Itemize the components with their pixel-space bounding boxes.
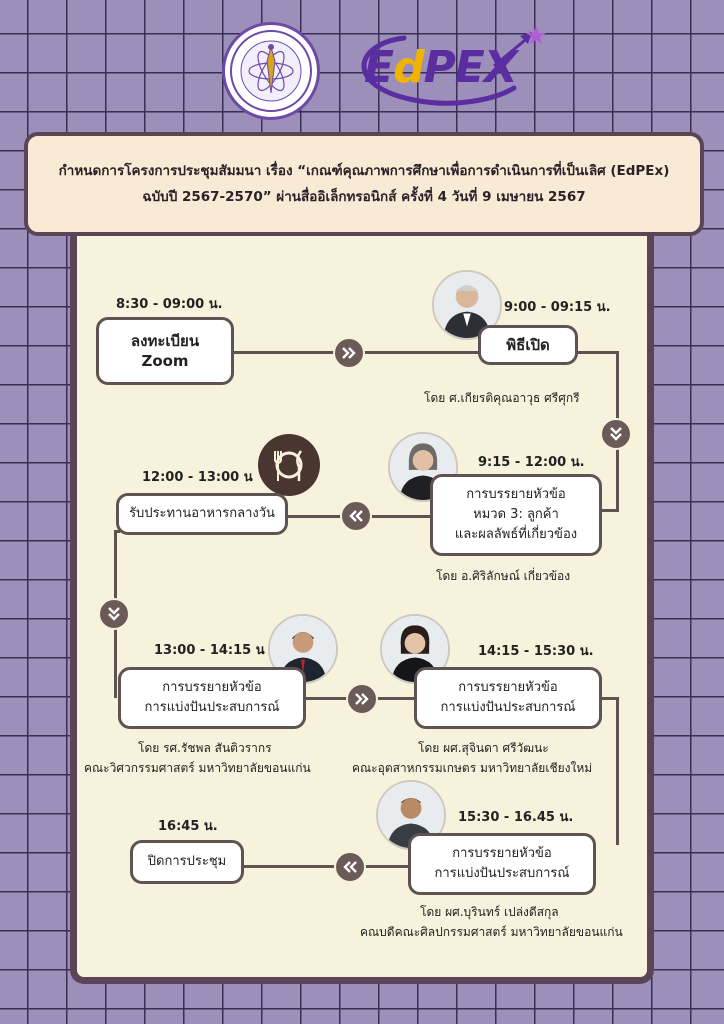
lecture4-speaker-name: โดย ผศ.บุรินทร์ เปล่งดีสกุล: [420, 905, 559, 919]
lecture1-line-3: และผลลัพธ์ที่เกี่ยวข้อง: [454, 527, 578, 542]
lunch-label: รับประทานอาหารกลางวัน: [129, 506, 275, 521]
title-line-2: ฉบับปี 2567-2570” ผ่านสื่ออิเล็กทรอนิกส์ ครั้งที่ 4 วันที่ 9 เมษายน 2567: [142, 189, 586, 205]
lunch-time: 12:00 - 13:00 น: [142, 470, 253, 485]
lecture4-speaker-affiliation: คณบดีคณะศิลปกรรมศาสตร์ มหาวิทยาลัยขอนแก่น: [360, 925, 623, 939]
chevron-right-icon: [346, 683, 378, 715]
edpex-letter-d: d: [393, 42, 424, 93]
lecture4-speaker: [360, 902, 630, 942]
lunch-node: [116, 493, 288, 535]
meal-icon: [258, 434, 320, 496]
lecture2-line-2: การแบ่งปันประสบการณ์: [144, 700, 280, 715]
lecture2-speaker-affiliation: คณะวิศวกรรมศาสตร์ มหาวิทยาลัยขอนแก่น: [84, 761, 311, 775]
title-banner: [24, 132, 704, 236]
registration-label: ลงทะเบียน: [130, 332, 200, 350]
connector: [600, 697, 619, 700]
lecture4-line-1: การบรรยายหัวข้อ: [452, 846, 552, 861]
title-line-1: กำหนดการโครงการประชุมสัมมนา เรื่อง “เกณฑ์คุณภาพการศึกษาเพื่อการดำเนินการที่เป็นเลิศ (EdPEx): [58, 163, 670, 179]
registration-platform: Zoom: [141, 352, 189, 370]
chevron-left-icon: [334, 851, 366, 883]
lecture1-node: [430, 474, 602, 556]
chevron-right-icon: [333, 337, 365, 369]
closing-time: 16:45 น.: [158, 819, 218, 834]
registration-time: 8:30 - 09:00 น.: [116, 297, 223, 312]
lecture3-speaker-affiliation: คณะอุตสาหกรรมเกษตร มหาวิทยาลัยเชียงใหม่: [352, 761, 593, 775]
lecture4-time: 15:30 - 16.45 น.: [458, 810, 574, 825]
edpex-logo: [344, 26, 548, 112]
lecture2-speaker-name: โดย รศ.รัชพล สันติวรากร: [138, 741, 272, 755]
connector: [616, 697, 619, 845]
opening-time: 9:00 - 09:15 น.: [504, 300, 611, 315]
lecture3-time: 14:15 - 15:30 น.: [478, 644, 594, 659]
lecture3-speaker-name: โดย ผศ.สุจินดา ศรีวัฒนะ: [418, 741, 549, 755]
lecture1-time: 9:15 - 12:00 น.: [478, 455, 585, 470]
university-seal-logo: [222, 22, 320, 120]
chevron-left-icon: [340, 500, 372, 532]
lecture3-node: [414, 667, 602, 729]
lecture1-speaker: โดย อ.ศิริลักษณ์ เกี่ยวข้อง: [436, 569, 571, 583]
lecture2-node: [118, 667, 306, 729]
lecture3-line-1: การบรรยายหัวข้อ: [458, 680, 558, 695]
opening-speaker: โดย ศ.เกียรติคุณอาวุธ ศรีศุกรี: [424, 391, 580, 405]
connector: [600, 509, 619, 512]
connector: [244, 865, 408, 868]
lecture3-speaker: [352, 738, 608, 778]
edpex-letter-e: E: [364, 42, 394, 93]
connector: [578, 351, 618, 354]
seal-emblem-icon: [227, 27, 315, 115]
chevron-down-icon: [98, 598, 130, 630]
lecture4-line-2: การแบ่งปันประสบการณ์: [434, 866, 570, 881]
lecture1-line-2: หมวด 3: ลูกค้า: [473, 507, 559, 522]
lecture2-line-1: การบรรยายหัวข้อ: [162, 680, 262, 695]
opening-node: [478, 325, 578, 365]
opening-label: พิธีเปิด: [506, 336, 550, 354]
lecture2-speaker: [84, 738, 338, 778]
edpex-letters-pex: PEX: [423, 42, 517, 93]
closing-label: ปิดการประชุม: [147, 854, 227, 869]
lecture1-line-1: การบรรยายหัวข้อ: [466, 487, 566, 502]
lecture2-time: 13:00 - 14:15 น: [154, 643, 265, 658]
lecture3-line-2: การแบ่งปันประสบการณ์: [440, 700, 576, 715]
registration-node: [96, 317, 234, 385]
chevron-down-icon: [600, 418, 632, 450]
lecture4-node: [408, 833, 596, 895]
closing-node: [130, 840, 244, 884]
